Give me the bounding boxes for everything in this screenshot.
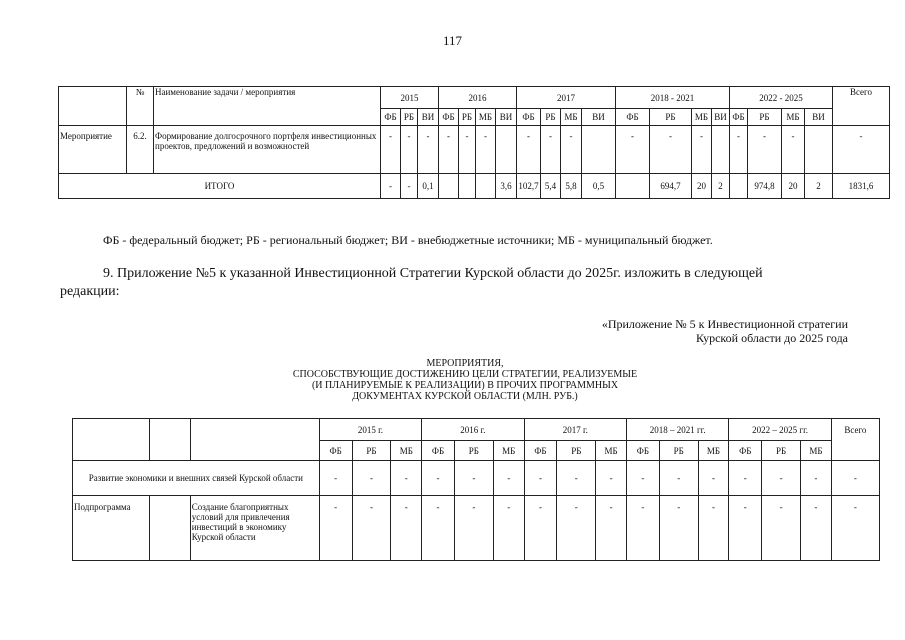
row-blank (149, 496, 190, 561)
header-source: МБ (476, 109, 496, 126)
cell: - (698, 496, 729, 561)
cell: - (762, 496, 801, 561)
cell: - (352, 496, 391, 561)
cell: 0,1 (418, 174, 439, 199)
table-header-years (73, 419, 880, 441)
cell: - (729, 496, 762, 561)
cell: - (391, 461, 422, 496)
cell: - (418, 126, 439, 174)
section-title (250, 358, 680, 402)
cell: 694,7 (650, 174, 692, 199)
cell (582, 126, 616, 174)
header-year: 2015 (381, 87, 439, 109)
cell: 974,8 (748, 174, 782, 199)
appendix-line: «Приложение № 5 к Инвестиционной стратегии (601, 317, 848, 331)
header-source: МБ (692, 109, 712, 126)
cell: 0,5 (582, 174, 616, 199)
cell: - (493, 496, 524, 561)
cell: - (650, 126, 692, 174)
header-source: ВИ (418, 109, 439, 126)
header-year: 2018 – 2021 гг. (626, 419, 728, 441)
header-source: РБ (557, 441, 596, 461)
header-year: 2022 – 2025 гг. (729, 419, 831, 441)
header-source: РБ (650, 109, 692, 126)
cell (730, 174, 748, 199)
cell: - (391, 496, 422, 561)
cell: - (801, 496, 832, 561)
header-year: 2015 г. (319, 419, 421, 441)
cell: 20 (782, 174, 805, 199)
cell: - (524, 461, 557, 496)
cell: - (557, 461, 596, 496)
header-source: ФБ (729, 441, 762, 461)
cell-total: - (833, 126, 890, 174)
header-source: МБ (782, 109, 805, 126)
cell: - (439, 126, 459, 174)
cell-total: - (831, 496, 879, 561)
header-source: МБ (801, 441, 832, 461)
cell: - (557, 496, 596, 561)
paragraph-line: редакции: (60, 284, 120, 299)
cell: - (730, 126, 748, 174)
header-year: 2018 - 2021 (616, 87, 730, 109)
header-source: РБ (659, 441, 698, 461)
header-source: МБ (561, 109, 582, 126)
cell: - (352, 461, 391, 496)
paragraph-9 (60, 265, 863, 301)
header-total: Всего (833, 87, 890, 126)
cell: - (729, 461, 762, 496)
title-line: СПОСОБСТВУЮЩИЕ ДОСТИЖЕНИЮ ЦЕЛИ СТРАТЕГИИ, РЕАЛИЗУЕМЫЕ (292, 369, 638, 380)
cell: - (493, 461, 524, 496)
cell: - (659, 496, 698, 561)
header-source: ФБ (517, 109, 541, 126)
cell: 5,8 (561, 174, 582, 199)
table-header-years (59, 87, 890, 109)
cell-total: - (831, 461, 879, 496)
cell: - (381, 126, 401, 174)
header-source: ФБ (422, 441, 455, 461)
cell: - (454, 461, 493, 496)
cell: - (517, 126, 541, 174)
cell: - (381, 174, 401, 199)
cell-total: 1831,6 (833, 174, 890, 199)
cell: - (422, 461, 455, 496)
cell: 3,6 (496, 174, 517, 199)
header-source: РБ (352, 441, 391, 461)
header-source: РБ (459, 109, 476, 126)
cell: - (762, 461, 801, 496)
header-type (59, 87, 127, 126)
header-type (73, 419, 150, 461)
table-row (59, 126, 890, 174)
cell: - (422, 496, 455, 561)
row-num: 6.2. (127, 126, 154, 174)
cell: 2 (805, 174, 833, 199)
cell: - (801, 461, 832, 496)
cell: 2 (712, 174, 730, 199)
cell (805, 126, 833, 174)
table-row (73, 496, 880, 561)
header-source: ВИ (805, 109, 833, 126)
cell: 5,4 (541, 174, 561, 199)
cell (496, 126, 517, 174)
cell: - (524, 496, 557, 561)
cell: - (454, 496, 493, 561)
cell: - (626, 496, 659, 561)
title-line: ДОКУМЕНТАХ КУРСКОЙ ОБЛАСТИ (МЛН. РУБ.) (352, 391, 578, 402)
cell: 20 (692, 174, 712, 199)
table-row (73, 461, 880, 496)
header-blank (149, 419, 190, 461)
header-source: МБ (493, 441, 524, 461)
legend-note: ФБ - федеральный бюджет; РБ - региональный бюджет; ВИ - внебюджетные источники; МБ - муниципальный бюджет. (103, 233, 713, 247)
cell: - (596, 496, 627, 561)
row-name: Формирование долгосрочного портфеля инвестиционных проектов, предложений и возможностей (154, 126, 381, 174)
cell: - (659, 461, 698, 496)
header-source: ФБ (730, 109, 748, 126)
header-source: ФБ (524, 441, 557, 461)
appendix-line: Курской области до 2025 года (696, 331, 848, 345)
header-source: РБ (401, 109, 418, 126)
header-name (190, 419, 319, 461)
cell (439, 174, 459, 199)
cell (476, 174, 496, 199)
header-total: Всего (831, 419, 879, 461)
header-source: МБ (596, 441, 627, 461)
cell (712, 126, 730, 174)
row-type: Мероприятие (59, 126, 127, 174)
header-name: Наименование задачи / мероприятия (154, 87, 381, 126)
header-year: 2022 - 2025 (730, 87, 833, 109)
header-source: ФБ (616, 109, 650, 126)
header-year: 2017 г. (524, 419, 626, 441)
title-line: МЕРОПРИЯТИЯ, (426, 358, 504, 369)
cell: - (626, 461, 659, 496)
header-source: МБ (698, 441, 729, 461)
cell: - (561, 126, 582, 174)
header-source: ВИ (582, 109, 616, 126)
header-source: ФБ (439, 109, 459, 126)
cell (459, 174, 476, 199)
cell: - (616, 126, 650, 174)
row-name: Создание благоприятных условий для привлечения инвестиций в экономику Курской области (190, 496, 319, 561)
header-source: ФБ (381, 109, 401, 126)
header-source: ВИ (712, 109, 730, 126)
header-year: 2016 (439, 87, 517, 109)
cell: - (476, 126, 496, 174)
page-number: 117 (442, 33, 463, 48)
table-row-total (59, 174, 890, 199)
cell: - (319, 461, 352, 496)
header-source: РБ (454, 441, 493, 461)
header-year: 2016 г. (422, 419, 524, 441)
title-line: (И ПЛАНИРУЕМЫЕ К РЕАЛИЗАЦИИ) В ПРОЧИХ ПРОГРАММНЫХ (311, 380, 619, 391)
programs-table (72, 418, 880, 561)
cell: - (596, 461, 627, 496)
cell: - (459, 126, 476, 174)
cell: - (541, 126, 561, 174)
row-type: Подпрограмма (73, 496, 150, 561)
header-source: РБ (541, 109, 561, 126)
cell: - (319, 496, 352, 561)
row-name: Развитие экономики и внешних связей Курской области (73, 461, 320, 496)
header-source: ФБ (319, 441, 352, 461)
cell (616, 174, 650, 199)
header-num: № (127, 87, 154, 126)
header-source: ВИ (496, 109, 517, 126)
paragraph-line: 9. Приложение №5 к указанной Инвестиционной Стратегии Курской области до 2025г. изложить в следующей (103, 266, 763, 281)
cell: - (692, 126, 712, 174)
header-source: РБ (762, 441, 801, 461)
cell: - (698, 461, 729, 496)
appendix-reference (602, 317, 848, 345)
cell: - (401, 174, 418, 199)
cell: 102,7 (517, 174, 541, 199)
cell: - (782, 126, 805, 174)
measures-table (58, 86, 890, 199)
cell: - (401, 126, 418, 174)
row-total-label: ИТОГО (59, 174, 381, 199)
header-year: 2017 (517, 87, 616, 109)
header-source: МБ (391, 441, 422, 461)
cell: - (748, 126, 782, 174)
header-source: ФБ (626, 441, 659, 461)
header-source: РБ (748, 109, 782, 126)
